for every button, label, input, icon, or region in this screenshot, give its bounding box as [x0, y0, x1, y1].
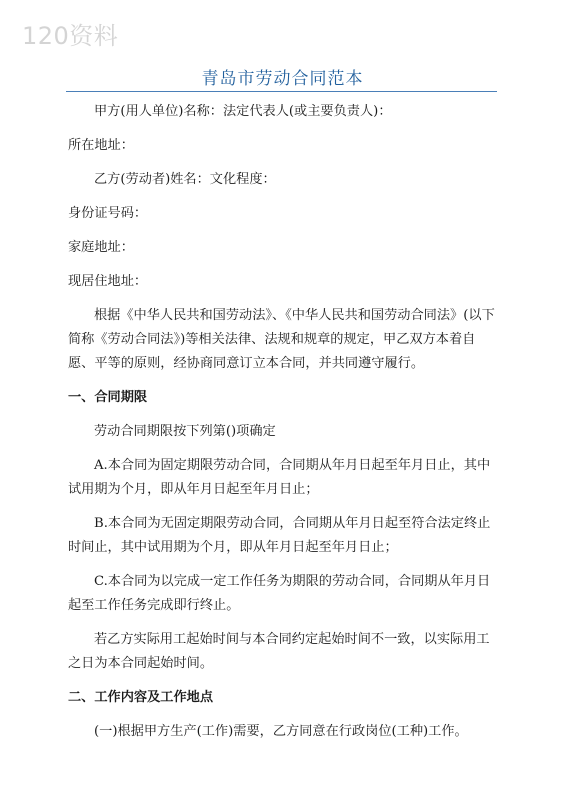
section1-option-a: A.本合同为固定期限劳动合同，合同期从年月日起至年月日止，其中试用期为个月，即从年月日起至年月日止；: [68, 458, 491, 497]
watermark-logo: 120资料: [22, 22, 119, 50]
address-line: 所在地址：: [68, 138, 134, 153]
section1-option-c: C.本合同为以完成一定工作任务为期限的劳动合同，合同期从年月日起至工作任务完成即行终止。: [68, 574, 491, 613]
preamble-paragraph: 根据《中华人民共和国劳动法》、《中华人民共和国劳动合同法》(以下简称《劳动合同法》)等相关法律、法规和规章的规定，甲乙双方本着自愿、平等的原则，经协商同意订立本合同，并共同遵守履行。: [68, 308, 495, 371]
id-number-line: 身份证号码：: [68, 206, 148, 221]
section1-option-b: B.本合同为无固定期限劳动合同，合同期从年月日起至符合法定终止时间止，其中试用期为个月，即从年月日起至年月日止；: [68, 516, 491, 555]
title-underline: [66, 91, 497, 92]
current-address-line: 现居住地址：: [68, 274, 148, 289]
home-address-line: 家庭地址：: [68, 240, 134, 255]
section2-heading: 二、工作内容及工作地点: [68, 690, 214, 705]
party-a-line: 甲方(用人单位)名称：法定代表人(或主要负责人)：: [94, 104, 392, 119]
section1-intro: 劳动合同期限按下列第()项确定: [94, 424, 276, 439]
section1-heading: 一、合同期限: [68, 390, 148, 405]
section1-note: 若乙方实际用工起始时间与本合同约定起始时间不一致，以实际用工之日为本合同起始时间。: [68, 632, 490, 671]
section2-item1: (一)根据甲方生产(工作)需要，乙方同意在行政岗位(工种)工作。: [94, 724, 468, 739]
document-body: [68, 100, 496, 744]
document-title: 青岛市劳动合同范本: [201, 69, 364, 89]
party-b-line: 乙方(劳动者)姓名：文化程度：: [94, 172, 276, 187]
